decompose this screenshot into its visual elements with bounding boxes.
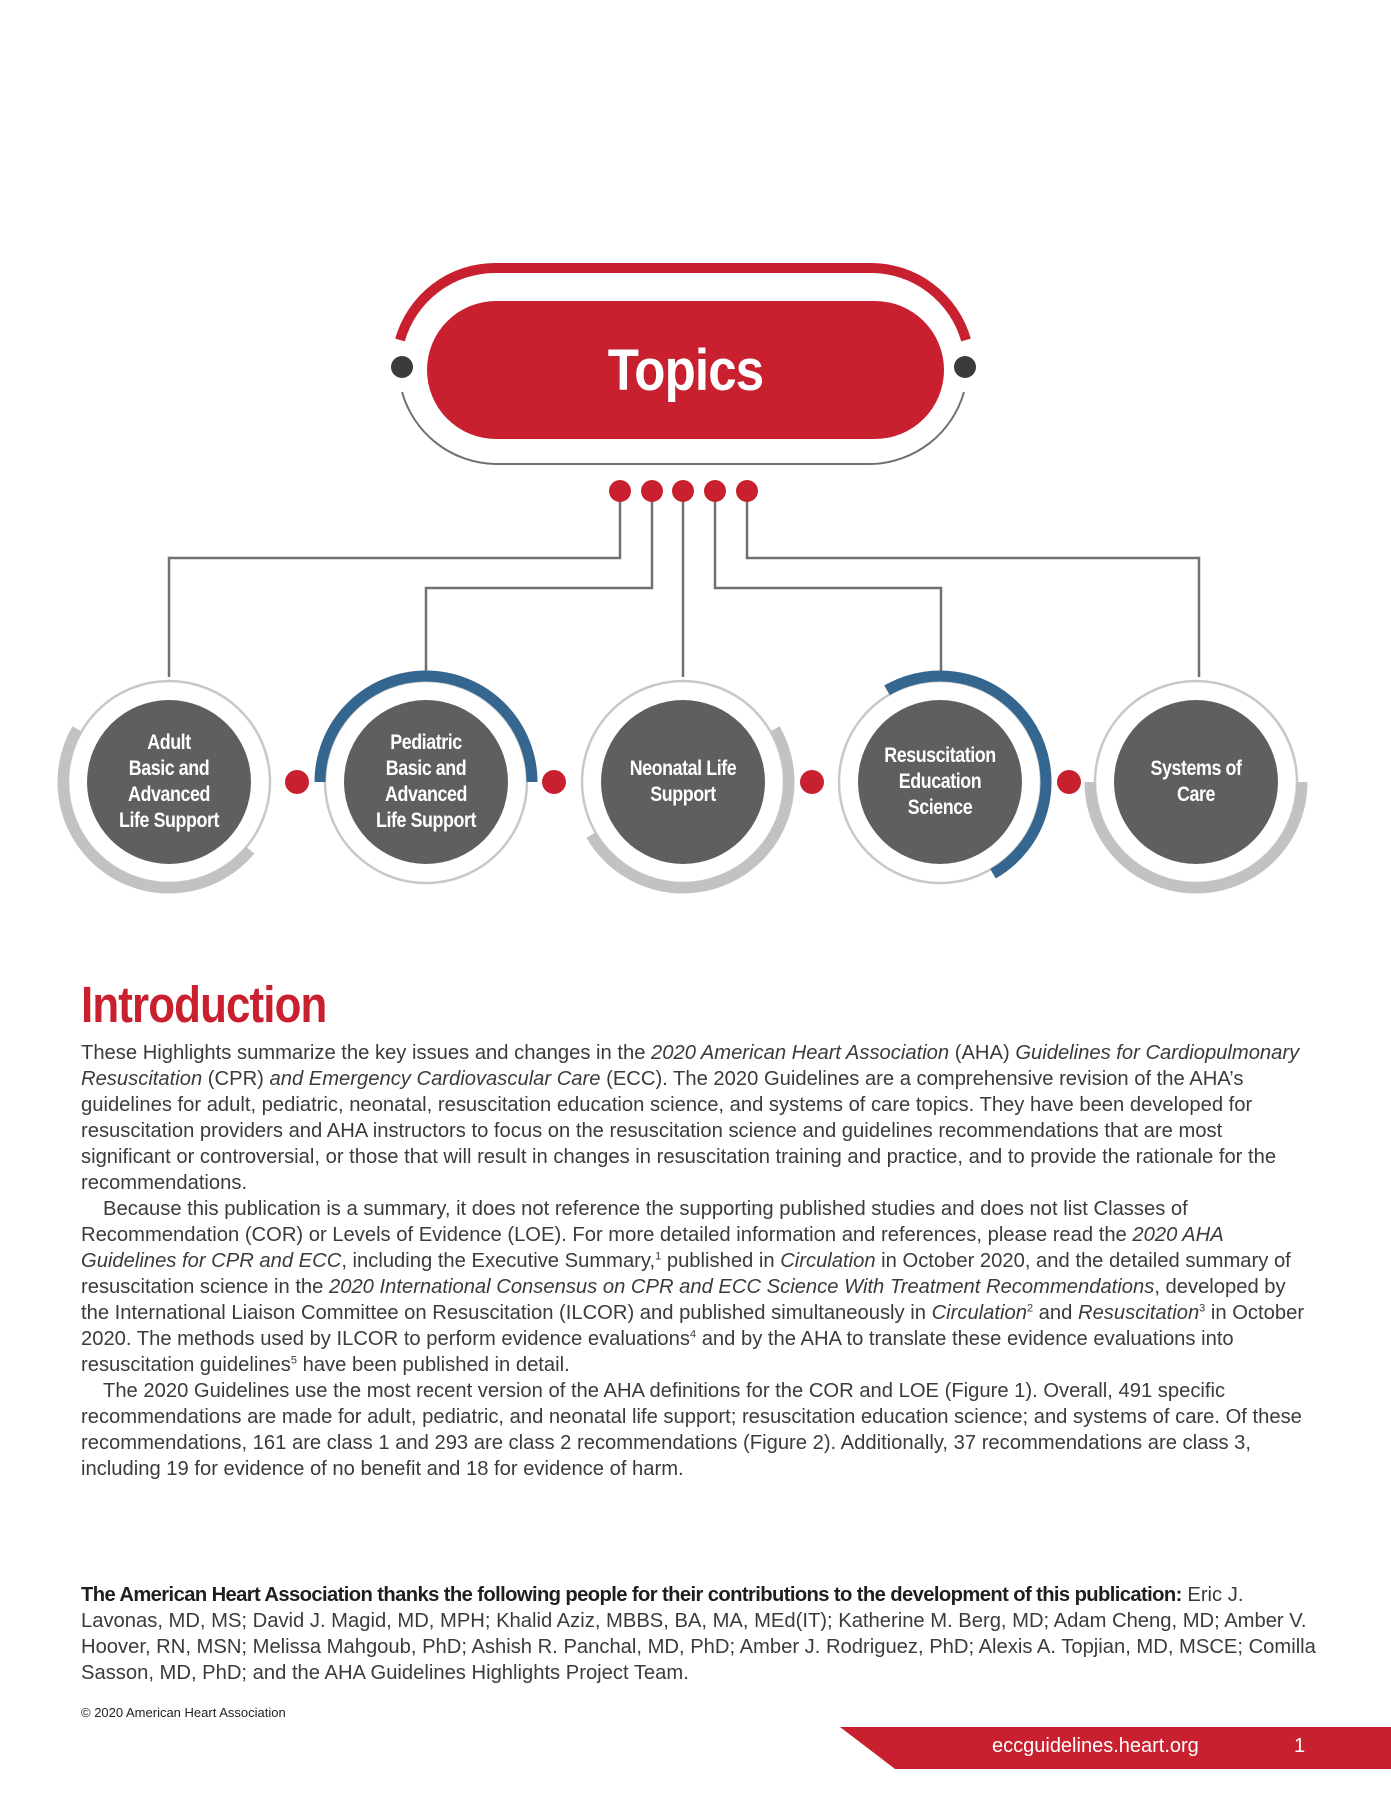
copyright: © 2020 American Heart Association [81,1705,286,1720]
topics-right-dot [954,356,976,378]
text-segment: 2020 American Heart Association [651,1042,950,1064]
reference-superscript: 1 [655,1250,662,1263]
footer-url-link[interactable]: eccguidelines.heart.org [992,1735,1199,1757]
text-segment: Circulation [780,1250,876,1272]
introduction-paragraph [81,1378,1316,1482]
separator-dot [542,770,566,794]
text-segment: and by the AHA to translate these evidence evaluations into resuscitation guidelines [81,1328,1234,1376]
text-segment: and [1033,1302,1078,1324]
text-segment: (AHA) [949,1042,1016,1064]
text-segment: published in [661,1250,781,1272]
acknowledgement-lead: The American Heart Association thanks the following people for their contributions to the development of this publication: [81,1584,1182,1606]
text-segment: in October 2020, and the detailed summary of resuscitation science in the [81,1250,1291,1298]
page-number: 1 [1294,1735,1306,1757]
connector-dot [609,480,631,502]
text-segment: , including the Executive Summary, [341,1250,656,1272]
text-segment: Resuscitation [1077,1302,1200,1324]
introduction-paragraph [81,1040,1316,1196]
topic-label[interactable]: Resuscitation Education Science [884,744,996,819]
text-segment: These Highlights summarize the key issues and changes in the [81,1042,652,1064]
connector-dot [736,480,758,502]
connector-dot [704,480,726,502]
separator-dot [800,770,824,794]
text-segment: have been published in detail. [296,1354,570,1376]
topics-title: Topics [607,337,764,403]
connector-lines [169,491,1199,677]
acknowledgement-names: Eric J. Lavonas, MD, MS; David J. Magid, MD, MPH; Khalid Aziz, MBBS, BA, MA, MEd(IT); Katherine M. Berg, MD; Adam Cheng, MD; Amber V. Hoover, RN, MSN; Melissa Mahgoub, PhD; Ashish R. Panchal, MD, PhD; Amber J. Rodriguez, PhD; Alexis A. Topjian, MD, MSCE; Comilla Sasson, MD, PhD; and the AHA Guidelines Highlights Project Team. [81,1584,1316,1684]
connector-dot [672,480,694,502]
introduction-body [81,1040,1316,1482]
reference-superscript: 5 [290,1354,297,1367]
introduction-heading: Introduction [81,976,327,1033]
topic-label[interactable]: Systems of Care [1150,757,1242,806]
text-segment: 2020 AHA Guidelines for CPR and ECC [81,1224,1223,1272]
text-segment: Guidelines for Cardiopulmonary Resuscitation [81,1042,1300,1090]
acknowledgement [81,1582,1321,1686]
text-segment: Because this publication is a summary, it does not reference the supporting published studies and does not list Classes of Recommendation (COR) or Levels of Evidence (LOE). For more detailed information and references, please read the [81,1198,1188,1246]
text-segment: Circulation [931,1302,1027,1324]
reference-superscript: 4 [689,1328,697,1341]
topics-left-dot [391,356,413,378]
text-segment: The 2020 Guidelines use the most recent version of the AHA definitions for the COR and LOE (Figure 1). Overall, 491 specific recommendations are made for adult, pediatric, and neonatal life support; resuscitation education science; and systems of care. Of these recommendations, 161 are class 1 and 293 are class 2 recommendations (Figure 2). Additionally, 37 recommendations are class 3, including 19 for evidence of no benefit and 18 for evidence of harm. [81,1380,1302,1480]
text-segment: (CPR) [202,1068,270,1090]
reference-superscript: 2 [1026,1302,1034,1315]
separator-dot [1057,770,1081,794]
connector-dot [641,480,663,502]
text-segment: and Emergency Cardiovascular Care [269,1068,601,1090]
topic-label[interactable]: Adult Basic and Advanced Life Support [118,731,220,832]
topic-label[interactable]: Pediatric Basic and Advanced Life Support [375,731,477,832]
text-segment: (ECC). The 2020 Guidelines are a comprehensive revision of the AHA’s guidelines for adult, pediatric, neonatal, resuscitation education science, and systems of care topics. They have been developed for resuscitation providers and AHA instructors to focus on the resuscitation science and guidelines recommendations that are most significant or controversial, or those that will result in changes in resuscitation training and practice, and to provide the rationale for the recommendations. [81,1068,1277,1194]
text-segment: 2020 International Consensus on CPR and ECC Science With Treatment Recommendations [329,1276,1155,1298]
separator-dot [285,770,309,794]
text-segment: , developed by the International Liaison Committee on Resuscitation (ILCOR) and published simultaneously in [81,1276,1286,1324]
reference-superscript: 3 [1199,1302,1206,1315]
introduction-paragraph [81,1196,1316,1378]
text-segment: in October 2020. The methods used by ILCOR to perform evidence evaluations [81,1302,1305,1350]
topic-label[interactable]: Neonatal Life Support [629,757,737,806]
